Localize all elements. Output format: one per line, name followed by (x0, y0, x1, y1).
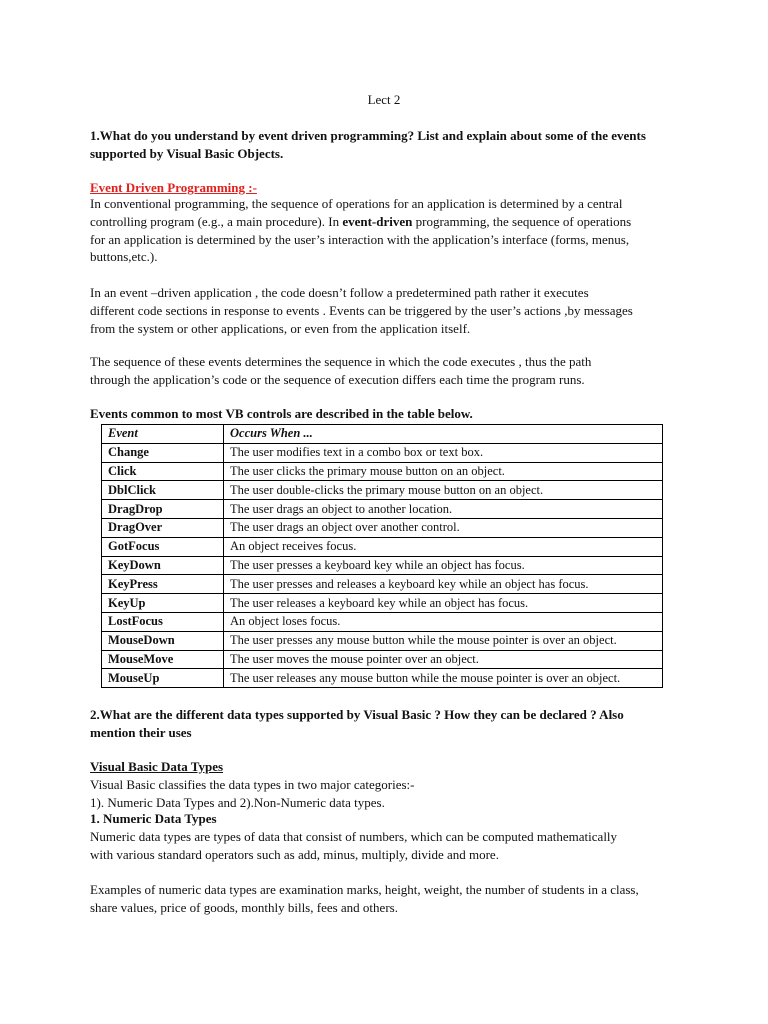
event-name-cell: MouseDown (102, 631, 224, 650)
data-types-intro: Visual Basic classifies the data types in two major categories:- (90, 777, 415, 792)
numeric-data-types-heading: 1. Numeric Data Types (90, 811, 217, 826)
paragraph-line: share values, price of goods, monthly bills, fees and others. (90, 899, 398, 915)
event-name-cell: KeyUp (102, 594, 224, 613)
table-row (102, 537, 663, 556)
paragraph-line: through the application’s code or the sequence of execution differs each time the program runs. (90, 371, 585, 387)
event-description-cell: An object receives focus. (224, 537, 663, 556)
table-row (102, 481, 663, 500)
event-name-cell: DragOver (102, 518, 224, 537)
table-row (102, 462, 663, 481)
table-row (102, 575, 663, 594)
table-row (102, 650, 663, 669)
paragraph-line: Numeric data types are types of data that consist of numbers, which can be computed mathematically (90, 829, 618, 844)
paragraph-line: Examples of numeric data types are examination marks, height, weight, the number of students in a class, (90, 882, 639, 897)
events-table-caption: Events common to most VB controls are described in the table below. (90, 406, 473, 421)
event-description-cell: The user presses and releases a keyboard key while an object has focus. (224, 575, 663, 594)
event-description-cell: The user releases a keyboard key while an object has focus. (224, 594, 663, 613)
paragraph-numeric-data-types (90, 828, 656, 864)
event-description-cell: The user modifies text in a combo box or text box. (224, 443, 663, 462)
paragraph-line: different code sections in response to events . Events can be triggered by the user’s actions ,by messages (90, 302, 633, 318)
table-row (102, 631, 663, 650)
event-description-cell: The user releases any mouse button while the mouse pointer is over an object. (224, 669, 663, 688)
table-header-row (102, 425, 663, 444)
paragraph-event-driven-application (90, 284, 656, 337)
paragraph-line: In an event –driven application , the code doesn’t follow a predetermined path rather it executes (90, 285, 589, 300)
event-description-cell: The user presses any mouse button while the mouse pointer is over an object. (224, 631, 663, 650)
data-types-categories: 1). Numeric Data Types and 2).Non-Numeric data types. (90, 795, 385, 810)
event-name-cell: KeyPress (102, 575, 224, 594)
table-row (102, 612, 663, 631)
table-row (102, 556, 663, 575)
event-description-cell: An object loses focus. (224, 612, 663, 631)
paragraph-line: In conventional programming, the sequence of operations for an application is determined by a central (90, 196, 623, 211)
paragraph-line: from the system or other applications, or even from the application itself. (90, 320, 471, 336)
event-name-cell: GotFocus (102, 537, 224, 556)
event-description-cell: The user drags an object to another location. (224, 500, 663, 519)
lecture-title: Lect 2 (367, 92, 401, 107)
paragraph-line: buttons,etc.). (90, 249, 158, 265)
event-description-cell: The user moves the mouse pointer over an object. (224, 650, 663, 669)
paragraph-numeric-examples (90, 881, 656, 917)
event-name-cell: Click (102, 462, 224, 481)
question-2: 2.What are the different data types supported by Visual Basic ? How they can be declared ? Also mention their uses (90, 707, 624, 740)
event-driven-heading: Event Driven Programming :- (90, 180, 257, 195)
table-row (102, 594, 663, 613)
event-description-cell: The user drags an object over another control. (224, 518, 663, 537)
table-row (102, 518, 663, 537)
event-description-cell: The user double-clicks the primary mouse button on an object. (224, 481, 663, 500)
event-name-cell: MouseMove (102, 650, 224, 669)
events-table (101, 424, 663, 688)
event-name-cell: LostFocus (102, 612, 224, 631)
paragraph-line: for an application is determined by the user’s interaction with the application’s interface (forms, menus, (90, 231, 630, 247)
table-row (102, 500, 663, 519)
data-types-heading: Visual Basic Data Types (90, 759, 224, 774)
table-row (102, 443, 663, 462)
table-header-occurs-when: Occurs When ... (224, 425, 663, 444)
bold-term: event-driven (342, 213, 413, 229)
table-header-event: Event (102, 425, 224, 444)
event-description-cell: The user presses a keyboard key while an object has focus. (224, 556, 663, 575)
event-name-cell: DblClick (102, 481, 224, 500)
event-name-cell: Change (102, 443, 224, 462)
paragraph-sequence-of-events (90, 353, 656, 389)
paragraph-line: The sequence of these events determines the sequence in which the code executes , thus the path (90, 354, 592, 369)
event-description-cell: The user clicks the primary mouse button on an object. (224, 462, 663, 481)
paragraph-line: controlling program (e.g., a main procedure). In event-driven programming, the sequence of operations (90, 213, 632, 229)
event-name-cell: DragDrop (102, 500, 224, 519)
table-row (102, 669, 663, 688)
question-1: 1.What do you understand by event driven programming? List and explain about some of the events supported by Visual Basic Objects. (90, 128, 646, 161)
event-name-cell: KeyDown (102, 556, 224, 575)
paragraph-conventional-programming (90, 195, 656, 266)
paragraph-line: with various standard operators such as add, minus, multiply, divide and more. (90, 846, 499, 862)
event-name-cell: MouseUp (102, 669, 224, 688)
